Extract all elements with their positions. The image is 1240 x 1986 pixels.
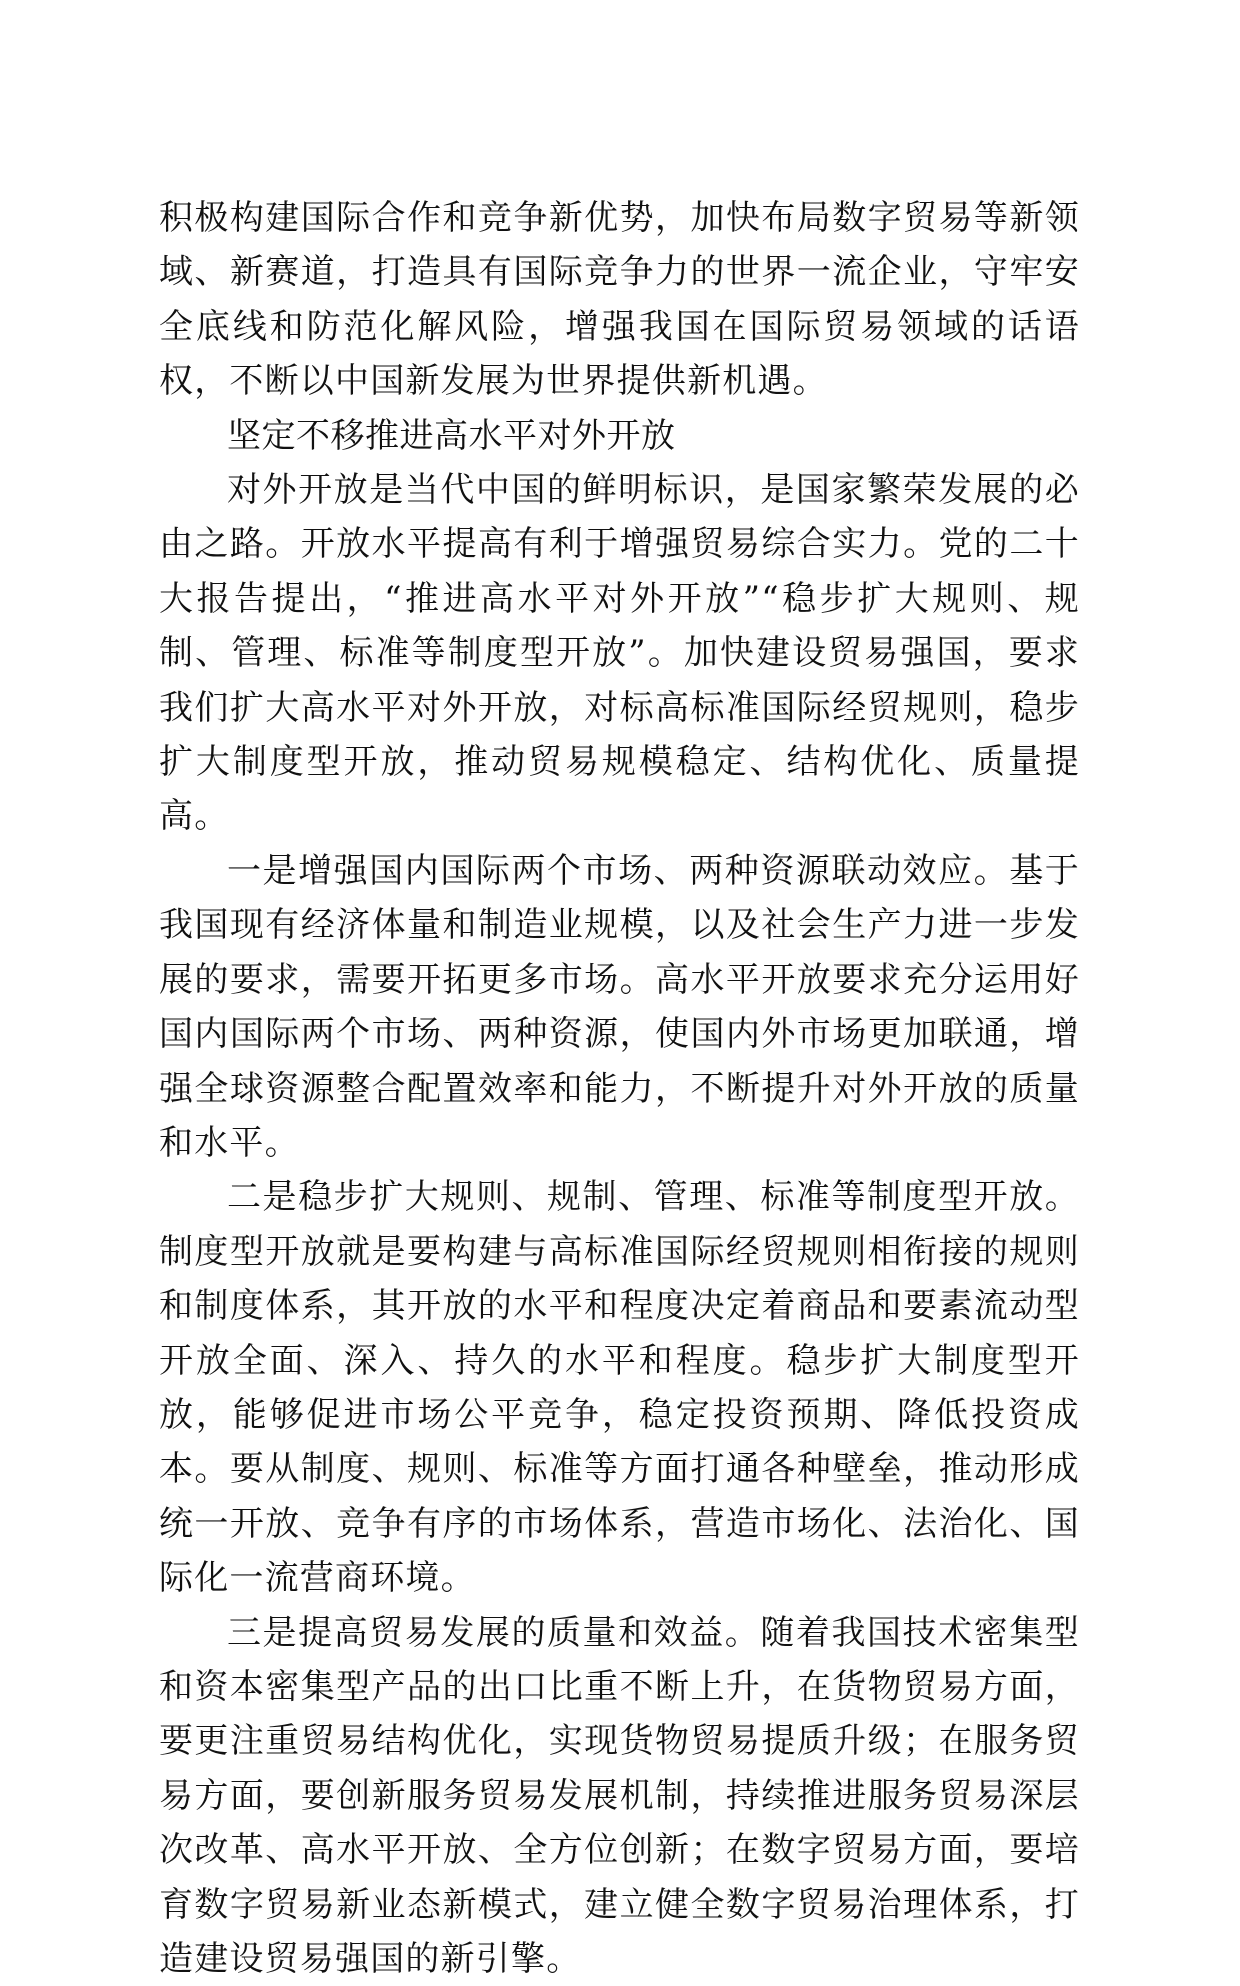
- paragraph-opening: 对外开放是当代中国的鲜明标识，是国家繁荣发展的必由之路。开放水平提高有利于增强贸易综合实力。党的二十大报告提出，“推进高水平对外开放”“稳步扩大规则、规制、管理、标准等制度型开放”。加快建设贸易强国，要求我们扩大高水平对外开放，对标高标准国际经贸规则，稳步扩大制度型开放，推动贸易规模稳定、结构优化、质量提高。: [159, 470, 1080, 837]
- section-heading: 坚定不移推进高水平对外开放: [227, 415, 676, 456]
- paragraph-continuation: 积极构建国际合作和竞争新优势，加快布局数字贸易等新领域、新赛道，打造具有国际竞争力的世界一流企业，守牢安全底线和防范化解风险，增强我国在国际贸易领域的话语权，不断以中国新发展为世界提供新机遇。: [159, 198, 1080, 402]
- paragraph-point-one: 一是增强国内国际两个市场、两种资源联动效应。基于我国现有经济体量和制造业规模，以及社会生产力进一步发展的要求，需要开拓更多市场。高水平开放要求充分运用好国内国际两个市场、两种资源，使国内外市场更加联通，增强全球资源整合配置效率和能力，不断提升对外开放的质量和水平。: [159, 850, 1080, 1163]
- paragraph-point-two: 二是稳步扩大规则、规制、管理、标准等制度型开放。制度型开放就是要构建与高标准国际经贸规则相衔接的规则和制度体系，其开放的水平和程度决定着商品和要素流动型开放全面、深入、持久的水平和程度。稳步扩大制度型开放，能够促进市场公平竞争，稳定投资预期、降低投资成本。要从制度、规则、标准等方面打通各种壁垒，推动形成统一开放、竞争有序的市场体系，营造市场化、法治化、国际化一流营商环境。: [159, 1177, 1080, 1599]
- paragraph-point-three: 三是提高贸易发展的质量和效益。随着我国技术密集型和资本密集型产品的出口比重不断上升，在货物贸易方面，要更注重贸易结构优化，实现货物贸易提质升级；在服务贸易方面，要创新服务贸易发展机制，持续推进服务贸易深层次改革、高水平开放、全方位创新；在数字贸易方面，要培育数字贸易新业态新模式，建立健全数字贸易治理体系，打造建设贸易强国的新引擎。: [159, 1612, 1080, 1979]
- document-page: [159, 191, 1080, 1986]
